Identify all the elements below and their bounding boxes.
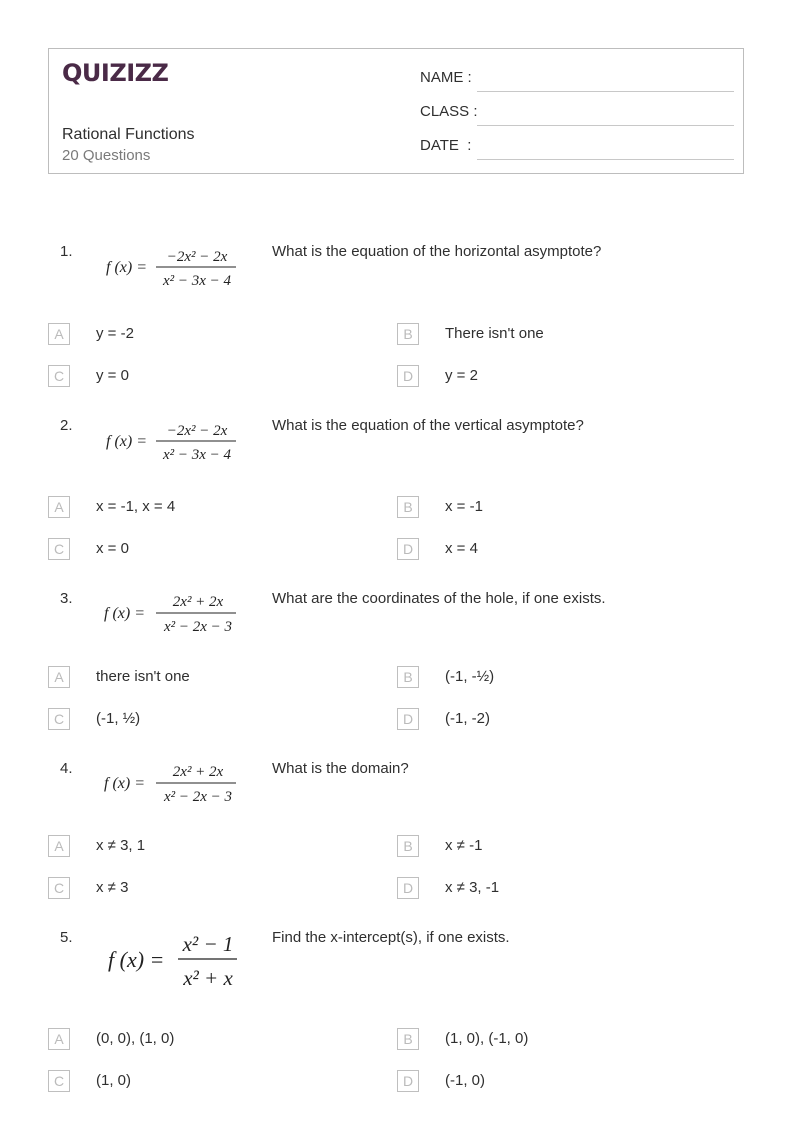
formula-denominator: x² − 3x − 4 <box>162 273 232 289</box>
class-line[interactable] <box>477 125 734 126</box>
name-line[interactable] <box>477 91 734 92</box>
option-text: x = 0 <box>96 540 129 557</box>
option-text: (-1, 0) <box>445 1072 486 1089</box>
formula-lhs: f (x) = <box>104 775 145 792</box>
formula-numerator: −2x² − 2x <box>166 249 228 265</box>
option-text: There isn't one <box>445 325 544 342</box>
option-text: x ≠ 3, -1 <box>445 879 500 896</box>
option-letter-box[interactable]: A <box>48 666 70 688</box>
option-letter-box[interactable]: D <box>397 877 419 899</box>
option-letter-box[interactable]: A <box>48 323 70 345</box>
formula-lhs: f (x) = <box>106 433 147 450</box>
option-text: x ≠ -1 <box>445 837 483 854</box>
option-text: y = 2 <box>445 367 478 384</box>
option-letter-box[interactable]: C <box>48 365 70 387</box>
name-label: NAME : <box>420 69 472 86</box>
formula-denominator: x² − 3x − 4 <box>162 447 232 463</box>
option-text: there isn't one <box>96 668 190 685</box>
date-line[interactable] <box>477 159 734 160</box>
option-letter-box[interactable]: C <box>48 538 70 560</box>
option-letter-box[interactable]: B <box>397 323 419 345</box>
option-letter-box[interactable]: B <box>397 666 419 688</box>
formula-lhs: f (x) = <box>104 605 145 622</box>
question-number: 3. <box>60 590 73 607</box>
worksheet-header <box>48 48 744 174</box>
date-field[interactable] <box>420 137 734 161</box>
formula-lhs: f (x) = <box>106 259 147 276</box>
option-text: x = -1 <box>445 498 483 515</box>
question-count: 20 Questions <box>62 147 151 164</box>
option-text: (-1, ½) <box>96 710 141 727</box>
class-label: CLASS : <box>420 103 478 120</box>
option-letter-box[interactable]: D <box>397 1070 419 1092</box>
option-text: y = -2 <box>96 325 134 342</box>
option-text: (0, 0), (1, 0) <box>96 1030 175 1047</box>
option-letter-box[interactable]: A <box>48 496 70 518</box>
date-label: DATE : <box>420 137 472 154</box>
question-text: Find the x-intercept(s), if one exists. <box>272 929 510 946</box>
question-formula <box>104 760 254 810</box>
question-text: What are the coordinates of the hole, if one exists. <box>272 590 606 607</box>
formula-numerator: x² − 1 <box>182 932 234 956</box>
formula-denominator: x² + x <box>183 966 233 990</box>
question-formula <box>104 243 254 293</box>
worksheet-title: Rational Functions <box>62 126 195 143</box>
option-letter-box[interactable]: C <box>48 708 70 730</box>
question-number: 4. <box>60 760 73 777</box>
formula-numerator: 2x² + 2x <box>172 594 224 610</box>
option-text: x ≠ 3 <box>96 879 129 896</box>
option-letter-box[interactable]: B <box>397 835 419 857</box>
option-text: (-1, -½) <box>445 668 495 685</box>
option-text: x ≠ 3, 1 <box>96 837 146 854</box>
formula-numerator: −2x² − 2x <box>166 423 228 439</box>
question-formula <box>104 929 254 995</box>
question-number: 1. <box>60 243 73 260</box>
option-letter-box[interactable]: C <box>48 1070 70 1092</box>
option-text: (1, 0) <box>96 1072 132 1089</box>
option-text: (1, 0), (-1, 0) <box>445 1030 529 1047</box>
class-field[interactable] <box>420 103 734 127</box>
question-text: What is the equation of the vertical asymptote? <box>272 417 584 434</box>
name-field[interactable] <box>420 69 734 93</box>
formula-numerator: 2x² + 2x <box>172 764 224 780</box>
question-text: What is the equation of the horizontal asymptote? <box>272 243 602 260</box>
question-formula <box>104 417 254 467</box>
option-letter-box[interactable]: D <box>397 365 419 387</box>
option-letter-box[interactable]: B <box>397 496 419 518</box>
question-number: 2. <box>60 417 73 434</box>
formula-lhs: f (x) = <box>108 947 165 972</box>
question-number: 5. <box>60 929 73 946</box>
option-text: x = 4 <box>445 540 478 557</box>
question-text: What is the domain? <box>272 760 409 777</box>
formula-denominator: x² − 2x − 3 <box>163 619 233 635</box>
option-letter-box[interactable]: A <box>48 1028 70 1050</box>
option-letter-box[interactable]: C <box>48 877 70 899</box>
option-text: (-1, -2) <box>445 710 490 727</box>
option-letter-box[interactable]: D <box>397 708 419 730</box>
option-letter-box[interactable]: B <box>397 1028 419 1050</box>
formula-denominator: x² − 2x − 3 <box>163 789 233 805</box>
option-text: x = -1, x = 4 <box>96 498 176 515</box>
question-formula <box>104 590 254 640</box>
option-letter-box[interactable]: D <box>397 538 419 560</box>
quizizz-logo: QUIZIZZ <box>62 59 169 87</box>
option-text: y = 0 <box>96 367 129 384</box>
option-letter-box[interactable]: A <box>48 835 70 857</box>
